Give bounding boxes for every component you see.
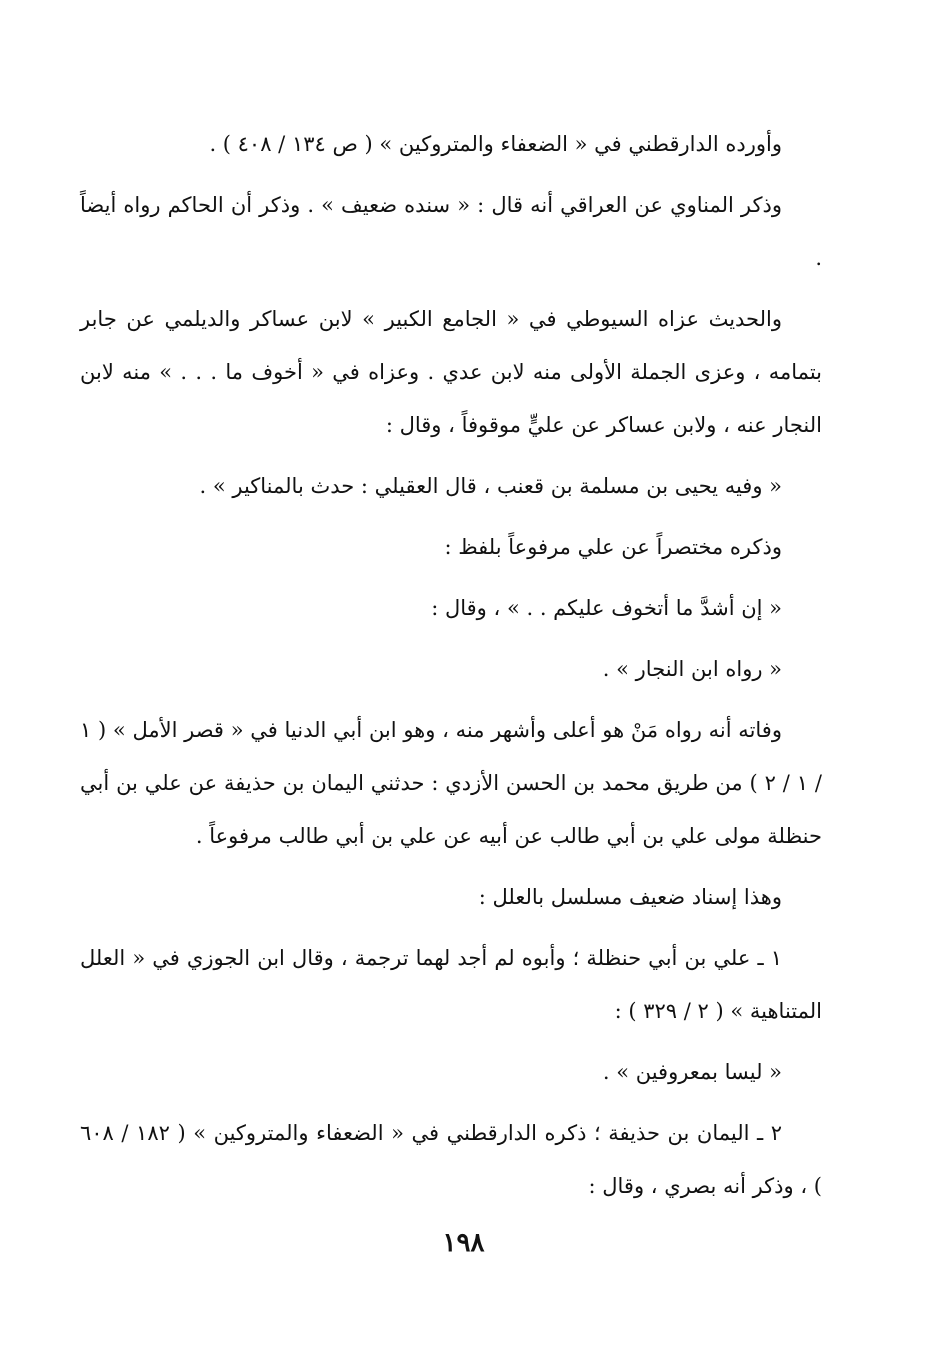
paragraph-3: والحديث عزاه السيوطي في « الجامع الكبير » لابن عساكر والديلمي عن جابر بتمامه ، وعزى الجملة الأولى منه لابن عدي . وعزاه في « أخوف ما . . . » منه لابن النجار عنه ، ولابن عساكر عن عليٍّ موقوفاً ، وقال : [80,307,822,437]
paragraph-1: وأورده الدارقطني في « الضعفاء والمتروكين » ( ص ١٣٤ / ٤٠٨ ) . [209,132,782,156]
body-text [80,118,822,1221]
paragraph-5: وفاته أنه رواه مَنْ هو أعلى وأشهر منه ، وهو ابن أبي الدنيا في « قصر الأمل » ( ١ / ١ / ٢ ) من طريق محمد بن الحسن الأزدي : حدثني اليمان بن حذيفة عن علي بن أبي حنظلة مولى علي بن أبي طالب عن أبيه عن علي بن أبي طالب مرفوعاً . [80,718,822,848]
page-number: ١٩٨ [442,1228,485,1258]
list-item-1: ١ ـ علي بن أبي حنظلة ؛ وأبوه لم أجد لهما ترجمة ، وقال ابن الجوزي في « العلل المتناهية » ( ٢ / ٣٢٩ ) : [80,946,822,1023]
list-item-2: ٢ ـ اليمان بن حذيفة ؛ ذكره الدارقطني في « الضعفاء والمتروكين » ( ١٨٢ / ٦٠٨ ) ، وذكر أنه بصري ، وقال : [80,1121,822,1198]
quote-2: « إن أشدَّ ما أتخوف عليكم . . » ، وقال : [431,596,782,620]
quote-1: « وفيه يحيى بن مسلمة بن قعنب ، قال العقيلي : حدث بالمناكير » . [199,474,782,498]
quote-3: « رواه ابن النجار » . [602,657,782,681]
paragraph-6: وهذا إسناد ضعيف مسلسل بالعلل : [478,885,782,909]
paragraph-4: وذكره مختصراً عن علي مرفوعاً بلفظ : [444,535,782,559]
quote-4: « ليسا بمعروفين » . [602,1060,782,1084]
paragraph-2: وذكر المناوي عن العراقي أنه قال : « سنده ضعيف » . وذكر أن الحاكم رواه أيضاً . [80,193,822,270]
